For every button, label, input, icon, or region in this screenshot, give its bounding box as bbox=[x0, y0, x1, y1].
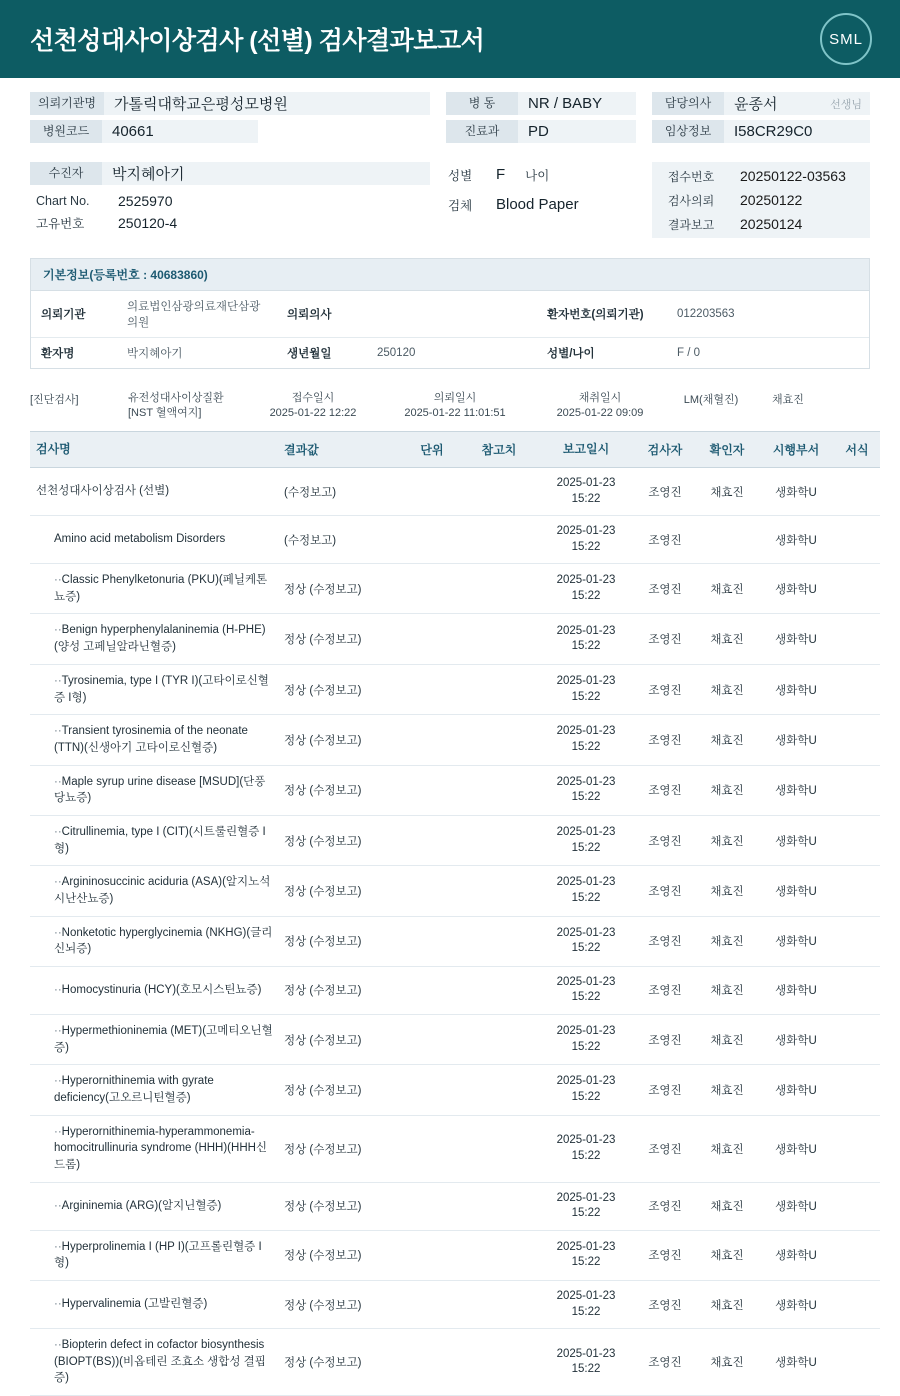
result-reference bbox=[460, 1065, 538, 1115]
result-value: 정상 (수정보고) bbox=[278, 1065, 404, 1115]
ordered-datetime bbox=[380, 391, 530, 421]
result-reference bbox=[460, 1115, 538, 1182]
result-examiner: 조영진 bbox=[634, 1065, 696, 1115]
table-row bbox=[30, 1115, 880, 1182]
results-body bbox=[30, 468, 880, 1396]
table-row bbox=[30, 564, 880, 614]
results-table bbox=[30, 431, 880, 1396]
result-test-name: ·· Argininosuccinic aciduria (ASA)(알지노석시난산뇨증) bbox=[30, 866, 278, 916]
doctor-suffix: 선생님 bbox=[830, 98, 862, 111]
result-test-name: ·· Hypervalinemia (고발린혈증) bbox=[30, 1281, 278, 1329]
result-form bbox=[834, 516, 880, 564]
col-department: 시행부서 bbox=[758, 431, 834, 467]
result-form bbox=[834, 815, 880, 865]
age-label: 나이 bbox=[525, 168, 550, 183]
result-unit bbox=[404, 664, 460, 714]
result-confirmer: 채효진 bbox=[696, 1230, 758, 1280]
result-department: 생화학U bbox=[758, 916, 834, 966]
result-examiner: 조영진 bbox=[634, 1329, 696, 1396]
collected-label: 채취일시 bbox=[578, 392, 622, 404]
result-department: 생화학U bbox=[758, 468, 834, 516]
collector-label: LM(채혈진) bbox=[683, 394, 739, 406]
result-reference bbox=[460, 815, 538, 865]
result-test-name: Amino acid metabolism Disorders bbox=[30, 516, 278, 564]
result-department: 생화학U bbox=[758, 564, 834, 614]
result-value: 정상 (수정보고) bbox=[278, 1230, 404, 1280]
result-examiner: 조영진 bbox=[634, 1014, 696, 1064]
doctor-value: 윤종서 bbox=[734, 96, 778, 113]
result-form bbox=[834, 1014, 880, 1064]
table-row bbox=[30, 1329, 880, 1396]
doctor-label: 담당의사 bbox=[652, 92, 724, 115]
hospital-code-row bbox=[30, 120, 258, 143]
basic-k2: 의뢰의사 bbox=[287, 309, 332, 321]
result-department: 생화학U bbox=[758, 1329, 834, 1396]
result-unit bbox=[404, 715, 460, 765]
result-unit bbox=[404, 866, 460, 916]
result-unit bbox=[404, 1065, 460, 1115]
result-form bbox=[834, 664, 880, 714]
result-test-name: ·· Citrullinemia, type I (CIT)(시트룰린혈증 I형) bbox=[30, 815, 278, 865]
request-info-middle bbox=[446, 92, 636, 238]
result-value: (수정보고) bbox=[278, 516, 404, 564]
result-unit bbox=[404, 614, 460, 664]
accession-value: 20250122-03563 bbox=[740, 168, 846, 184]
table-row bbox=[31, 338, 869, 369]
result-department: 생화학U bbox=[758, 1014, 834, 1064]
result-confirmer: 채효진 bbox=[696, 1115, 758, 1182]
org-name-row bbox=[30, 92, 430, 115]
org-name-value: 가톨릭대학교은평성모병원 bbox=[113, 96, 288, 113]
test-name: 유전성대사이상질환[NST 혈액여지] bbox=[128, 392, 224, 419]
accession-row bbox=[652, 164, 870, 188]
received-label: 접수일시 bbox=[291, 392, 335, 404]
result-value: 정상 (수정보고) bbox=[278, 866, 404, 916]
table-row bbox=[30, 815, 880, 865]
patient-name-value: 박지혜아기 bbox=[112, 166, 185, 183]
result-confirmer: 채효진 bbox=[696, 765, 758, 815]
result-test-name: ·· Maple syrup urine disease [MSUD](단풍당뇨증) bbox=[30, 765, 278, 815]
result-unit bbox=[404, 815, 460, 865]
result-unit bbox=[404, 1115, 460, 1182]
result-test-name: ·· Hyperornithinemia-hyperammonemia-homocitrullinuria syndrome (HHH)(HHH신드롬) bbox=[30, 1115, 278, 1182]
result-test-name: ·· Hypermethioninemia (MET)(고메티오닌혈증) bbox=[30, 1014, 278, 1064]
result-test-name: ·· Argininemia (ARG)(알지닌혈증) bbox=[30, 1182, 278, 1230]
result-value: 정상 (수정보고) bbox=[278, 564, 404, 614]
result-department: 생화학U bbox=[758, 1115, 834, 1182]
result-reference bbox=[460, 916, 538, 966]
table-row bbox=[30, 1230, 880, 1280]
result-reference bbox=[460, 966, 538, 1014]
result-form bbox=[834, 1230, 880, 1280]
table-row bbox=[30, 516, 880, 564]
result-reference bbox=[460, 468, 538, 516]
table-row bbox=[30, 765, 880, 815]
page-title: 선천성대사이상검사 (선별) 검사결과보고서 bbox=[30, 27, 485, 55]
result-report-date: 2025-01-23 15:22 bbox=[538, 516, 634, 564]
unique-no-value: 250120-4 bbox=[118, 215, 178, 231]
table-row bbox=[30, 966, 880, 1014]
result-test-name: ·· Nonketotic hyperglycinemia (NKHG)(글리신뇌증) bbox=[30, 916, 278, 966]
result-examiner: 조영진 bbox=[634, 468, 696, 516]
result-reference bbox=[460, 516, 538, 564]
result-department: 생화학U bbox=[758, 1182, 834, 1230]
result-examiner: 조영진 bbox=[634, 966, 696, 1014]
basic-v1: 의료법인삼광의료재단삼광의원 bbox=[127, 301, 261, 329]
table-row bbox=[30, 664, 880, 714]
result-confirmer: 채효진 bbox=[696, 966, 758, 1014]
result-report-date: 2025-01-23 15:22 bbox=[538, 1065, 634, 1115]
sex-age-row bbox=[446, 162, 636, 187]
result-test-name: 선천성대사이상검사 (선별) bbox=[30, 468, 278, 516]
table-row bbox=[30, 1182, 880, 1230]
hospital-code-value: 40661 bbox=[112, 123, 154, 140]
result-reference bbox=[460, 866, 538, 916]
col-result: 결과값 bbox=[278, 431, 404, 467]
result-form bbox=[834, 715, 880, 765]
ordered-label: 의뢰일시 bbox=[433, 392, 477, 404]
result-department: 생화학U bbox=[758, 866, 834, 916]
ward-row bbox=[446, 92, 636, 115]
result-confirmer bbox=[696, 516, 758, 564]
result-value: 정상 (수정보고) bbox=[278, 664, 404, 714]
result-confirmer: 채효진 bbox=[696, 1281, 758, 1329]
result-test-name: ·· Classic Phenylketonuria (PKU)(페닐케톤뇨증) bbox=[30, 564, 278, 614]
dept-value: PD bbox=[528, 123, 549, 140]
result-form bbox=[834, 966, 880, 1014]
table-row bbox=[31, 291, 869, 338]
basic-info-section bbox=[30, 258, 870, 369]
result-confirmer: 채효진 bbox=[696, 1182, 758, 1230]
result-examiner: 조영진 bbox=[634, 1182, 696, 1230]
table-row bbox=[30, 468, 880, 516]
ward-value: NR / BABY bbox=[528, 95, 603, 112]
result-unit bbox=[404, 468, 460, 516]
patient-ids bbox=[30, 190, 430, 234]
result-examiner: 조영진 bbox=[634, 715, 696, 765]
result-report-date: 2025-01-23 15:22 bbox=[538, 468, 634, 516]
basic-k3: 성별/나이 bbox=[537, 338, 667, 369]
result-examiner: 조영진 bbox=[634, 1281, 696, 1329]
result-unit bbox=[404, 1281, 460, 1329]
table-row bbox=[30, 916, 880, 966]
test-meta-row bbox=[0, 369, 900, 431]
hospital-code-label: 병원코드 bbox=[30, 120, 102, 143]
result-confirmer: 채효진 bbox=[696, 468, 758, 516]
result-value: 정상 (수정보고) bbox=[278, 1014, 404, 1064]
result-examiner: 조영진 bbox=[634, 1230, 696, 1280]
result-confirmer: 채효진 bbox=[696, 866, 758, 916]
col-report-date: 보고일시 bbox=[538, 431, 634, 467]
result-form bbox=[834, 1182, 880, 1230]
result-unit bbox=[404, 564, 460, 614]
result-unit bbox=[404, 1182, 460, 1230]
result-confirmer: 채효진 bbox=[696, 1065, 758, 1115]
result-report-date: 2025-01-23 15:22 bbox=[538, 1230, 634, 1280]
result-unit bbox=[404, 516, 460, 564]
chart-no-row bbox=[30, 190, 430, 212]
clinical-info-row bbox=[652, 120, 870, 143]
result-examiner: 조영진 bbox=[634, 516, 696, 564]
result-report-date: 2025-01-23 15:22 bbox=[538, 564, 634, 614]
result-value: 정상 (수정보고) bbox=[278, 1329, 404, 1396]
col-reference: 참고치 bbox=[460, 431, 538, 467]
result-confirmer: 채효진 bbox=[696, 815, 758, 865]
result-form bbox=[834, 866, 880, 916]
clinical-info-value: I58CR29C0 bbox=[734, 123, 813, 140]
result-report-date: 2025-01-23 15:22 bbox=[538, 1182, 634, 1230]
result-confirmer: 채효진 bbox=[696, 916, 758, 966]
table-row bbox=[30, 866, 880, 916]
patient-name-label: 수진자 bbox=[30, 162, 102, 185]
col-test-name: 검사명 bbox=[30, 431, 278, 467]
result-unit bbox=[404, 966, 460, 1014]
table-row bbox=[30, 1065, 880, 1115]
result-report-date: 2025-01-23 15:22 bbox=[538, 1115, 634, 1182]
col-form: 서식 bbox=[834, 431, 880, 467]
result-form bbox=[834, 1329, 880, 1396]
request-info-right bbox=[652, 92, 870, 238]
order-date-label: 검사의뢰 bbox=[667, 193, 715, 208]
result-unit bbox=[404, 1230, 460, 1280]
result-confirmer: 채효진 bbox=[696, 614, 758, 664]
result-value: 정상 (수정보고) bbox=[278, 966, 404, 1014]
result-unit bbox=[404, 1329, 460, 1396]
result-reference bbox=[460, 614, 538, 664]
result-value: 정상 (수정보고) bbox=[278, 765, 404, 815]
doctor-row bbox=[652, 92, 870, 115]
patient-name-row bbox=[30, 162, 430, 185]
document-header bbox=[0, 0, 900, 78]
result-department: 생화학U bbox=[758, 1281, 834, 1329]
result-test-name: ·· Hyperprolinemia I (HP I)(고프롤린혈증 I형) bbox=[30, 1230, 278, 1280]
result-reference bbox=[460, 1230, 538, 1280]
result-unit bbox=[404, 765, 460, 815]
results-header-row bbox=[30, 431, 880, 467]
result-form bbox=[834, 1115, 880, 1182]
result-report-date: 2025-01-23 15:22 bbox=[538, 966, 634, 1014]
result-reference bbox=[460, 765, 538, 815]
result-test-name: ·· Tyrosinemia, type I (TYR I)(고타이로신혈증 I형) bbox=[30, 664, 278, 714]
test-category: [진단검사] bbox=[30, 394, 79, 406]
result-department: 생화학U bbox=[758, 765, 834, 815]
col-unit: 단위 bbox=[404, 431, 460, 467]
basic-v3: 012203563 bbox=[677, 308, 735, 320]
basic-v1: 박지혜아기 bbox=[117, 338, 277, 369]
basic-k1: 의뢰기관 bbox=[41, 309, 86, 321]
result-department: 생화학U bbox=[758, 1065, 834, 1115]
result-reference bbox=[460, 715, 538, 765]
order-date-value: 20250122 bbox=[740, 192, 803, 208]
report-date-row bbox=[652, 212, 870, 236]
collected-datetime bbox=[536, 391, 664, 421]
result-test-name: ·· Homocystinuria (HCY)(호모시스틴뇨증) bbox=[30, 966, 278, 1014]
ward-label: 병 동 bbox=[446, 92, 518, 115]
dept-row bbox=[446, 120, 636, 143]
basic-v2: 250120 bbox=[367, 338, 537, 369]
basic-v3: F / 0 bbox=[667, 338, 869, 369]
result-confirmer: 채효진 bbox=[696, 664, 758, 714]
result-confirmer: 채효진 bbox=[696, 564, 758, 614]
result-examiner: 조영진 bbox=[634, 916, 696, 966]
result-confirmer: 채효진 bbox=[696, 1014, 758, 1064]
unique-no-row bbox=[30, 212, 430, 234]
result-department: 생화학U bbox=[758, 516, 834, 564]
result-unit bbox=[404, 1014, 460, 1064]
received-datetime bbox=[252, 391, 374, 421]
table-row bbox=[30, 1281, 880, 1329]
collected-value: 2025-01-22 09:09 bbox=[556, 406, 644, 419]
basic-k1: 환자명 bbox=[31, 338, 117, 369]
result-report-date: 2025-01-23 15:22 bbox=[538, 765, 634, 815]
basic-k2: 생년월일 bbox=[277, 338, 367, 369]
accession-block bbox=[652, 162, 870, 238]
request-info-left bbox=[30, 92, 430, 238]
result-value: 정상 (수정보고) bbox=[278, 1115, 404, 1182]
result-department: 생화학U bbox=[758, 1230, 834, 1280]
chart-no-value: 2525970 bbox=[118, 193, 173, 209]
dept-label: 진료과 bbox=[446, 120, 518, 143]
order-date-row bbox=[652, 188, 870, 212]
specimen-row bbox=[446, 192, 636, 217]
result-report-date: 2025-01-23 15:22 bbox=[538, 715, 634, 765]
result-form bbox=[834, 765, 880, 815]
result-test-name: ·· Benign hyperphenylalaninemia (H-PHE)(양성 고페닐알라닌혈증) bbox=[30, 614, 278, 664]
result-test-name: ·· Hyperornithinemia with gyrate deficiency(고오르니틴혈증) bbox=[30, 1065, 278, 1115]
clinical-info-label: 임상정보 bbox=[652, 120, 724, 143]
result-report-date: 2025-01-23 15:22 bbox=[538, 614, 634, 664]
result-report-date: 2025-01-23 15:22 bbox=[538, 815, 634, 865]
result-examiner: 조영진 bbox=[634, 664, 696, 714]
result-value: 정상 (수정보고) bbox=[278, 1182, 404, 1230]
logo-text: SML bbox=[829, 30, 863, 48]
sml-logo-icon bbox=[820, 13, 872, 65]
result-examiner: 조영진 bbox=[634, 866, 696, 916]
result-examiner: 조영진 bbox=[634, 564, 696, 614]
result-department: 생화학U bbox=[758, 815, 834, 865]
sex-label: 성별 bbox=[448, 168, 473, 183]
result-report-date: 2025-01-23 15:22 bbox=[538, 1329, 634, 1396]
result-report-date: 2025-01-23 15:22 bbox=[538, 1281, 634, 1329]
org-name-label: 의뢰기관명 bbox=[30, 92, 104, 115]
basic-info-table bbox=[31, 291, 869, 368]
result-test-name: ·· Biopterin defect in cofactor biosynthesis (BIOPT(BS))(비옵테린 조효소 생합성 결핍증) bbox=[30, 1329, 278, 1396]
result-report-date: 2025-01-23 15:22 bbox=[538, 866, 634, 916]
unique-no-label: 고유번호 bbox=[36, 217, 85, 231]
result-value: 정상 (수정보고) bbox=[278, 1281, 404, 1329]
result-department: 생화학U bbox=[758, 614, 834, 664]
col-examiner: 검사자 bbox=[634, 431, 696, 467]
result-test-name: ·· Transient tyrosinemia of the neonate (TTN)(신생아기 고타이로신혈증) bbox=[30, 715, 278, 765]
ordered-value: 2025-01-22 11:01:51 bbox=[404, 406, 506, 419]
result-form bbox=[834, 1065, 880, 1115]
table-row bbox=[30, 715, 880, 765]
result-form bbox=[834, 1281, 880, 1329]
result-examiner: 조영진 bbox=[634, 1115, 696, 1182]
request-info-section bbox=[0, 78, 900, 244]
result-value: 정상 (수정보고) bbox=[278, 715, 404, 765]
result-reference bbox=[460, 1182, 538, 1230]
chart-no-label: Chart No. bbox=[36, 194, 90, 208]
result-reference bbox=[460, 1281, 538, 1329]
result-examiner: 조영진 bbox=[634, 765, 696, 815]
result-unit bbox=[404, 916, 460, 966]
result-value: 정상 (수정보고) bbox=[278, 614, 404, 664]
result-form bbox=[834, 564, 880, 614]
result-report-date: 2025-01-23 15:22 bbox=[538, 916, 634, 966]
sex-value: F bbox=[496, 166, 506, 183]
result-confirmer: 채효진 bbox=[696, 715, 758, 765]
table-row bbox=[30, 1014, 880, 1064]
result-value: (수정보고) bbox=[278, 468, 404, 516]
basic-info-title: 기본정보(등록번호 : 40683860) bbox=[31, 259, 869, 291]
result-form bbox=[834, 468, 880, 516]
result-reference bbox=[460, 664, 538, 714]
result-department: 생화학U bbox=[758, 966, 834, 1014]
accession-label: 접수번호 bbox=[667, 169, 715, 184]
col-confirmer: 확인자 bbox=[696, 431, 758, 467]
table-row bbox=[30, 614, 880, 664]
result-form bbox=[834, 916, 880, 966]
basic-k3: 환자번호(의뢰기관) bbox=[547, 309, 644, 321]
result-examiner: 조영진 bbox=[634, 815, 696, 865]
report-date-label: 결과보고 bbox=[667, 217, 715, 232]
result-reference bbox=[460, 1329, 538, 1396]
received-value: 2025-01-22 12:22 bbox=[269, 406, 357, 419]
result-department: 생화학U bbox=[758, 664, 834, 714]
result-department: 생화학U bbox=[758, 715, 834, 765]
result-report-date: 2025-01-23 15:22 bbox=[538, 1014, 634, 1064]
specimen-value: Blood Paper bbox=[496, 196, 579, 213]
result-confirmer: 채효진 bbox=[696, 1329, 758, 1396]
result-value: 정상 (수정보고) bbox=[278, 916, 404, 966]
result-form bbox=[834, 614, 880, 664]
result-reference bbox=[460, 1014, 538, 1064]
collector-value: 채효진 bbox=[772, 394, 804, 406]
specimen-label: 검체 bbox=[448, 198, 473, 213]
result-report-date: 2025-01-23 15:22 bbox=[538, 664, 634, 714]
result-examiner: 조영진 bbox=[634, 614, 696, 664]
result-value: 정상 (수정보고) bbox=[278, 815, 404, 865]
basic-v2 bbox=[367, 291, 537, 338]
result-reference bbox=[460, 564, 538, 614]
report-date-value: 20250124 bbox=[740, 216, 803, 232]
